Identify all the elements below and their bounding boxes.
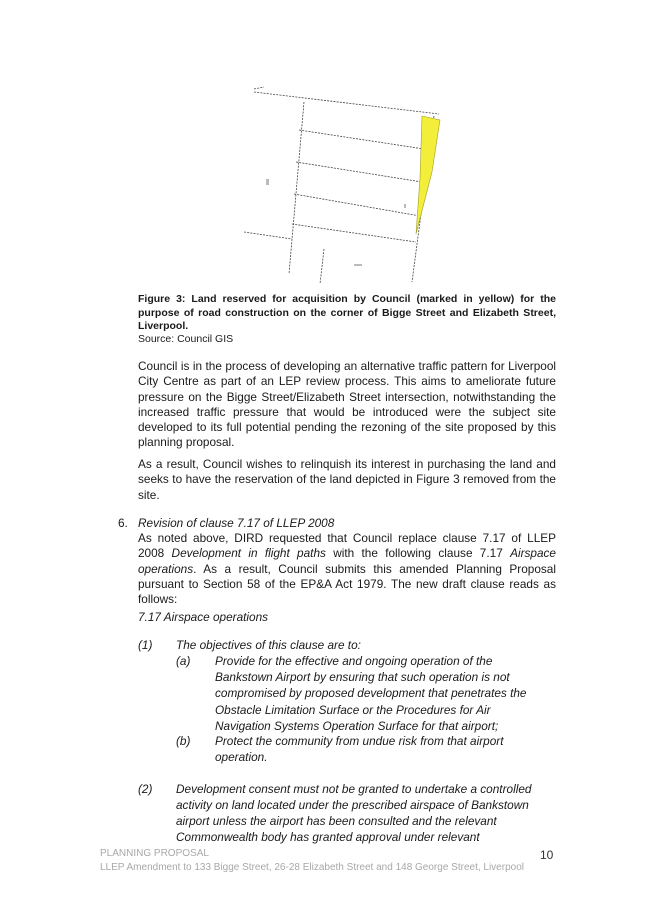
clause-number: (1) xyxy=(138,638,153,652)
section-paragraph xyxy=(138,531,556,607)
subclause-number: (a) xyxy=(176,654,191,668)
text-run: As noted above, DIRD requested that Council replace clause 7.17 of LLEP 2008 xyxy=(138,531,556,561)
figure-source: Source: Council GIS xyxy=(138,333,234,345)
subclause-text: Protect the community from undue risk from that airport operation. xyxy=(215,734,504,765)
footer-title: PLANNING PROPOSAL xyxy=(100,848,209,859)
section-number: 6. xyxy=(118,516,128,530)
italic-run: Development in flight paths xyxy=(171,546,326,561)
clause-number: (2) xyxy=(138,782,153,796)
figure-caption: Figure 3: Land reserved for acquisition by Council (marked in yellow) for the purpose of road construction on the corner of Bigge Street and Elizabeth Street, Liverpool. xyxy=(138,293,556,332)
text-run: with the following clause 7.17 xyxy=(325,546,511,561)
paragraph: As a result, Council wishes to relinquish its interest in purchasing the land and seeks to have the reservation of the land depicted in Figure 3 removed from the site. xyxy=(138,457,556,502)
text-run: . As a result, Council submits this amended Planning Proposal pursuant to Section 58 of the EP&A Act 1979. The new draft clause reads as follows: xyxy=(138,561,556,607)
footer-subtitle: LLEP Amendment to 133 Bigge Street, 26-28 Elizabeth Street and 148 George Street, Liverpool xyxy=(100,862,524,873)
clause-title: 7.17 Airspace operations xyxy=(138,610,269,624)
highlighted-reserved-land xyxy=(416,116,440,234)
clause-text: The objectives of this clause are to: xyxy=(176,638,361,652)
italic-run: Airspace operations xyxy=(138,546,556,576)
page-number: 10 xyxy=(540,848,554,862)
subclause-text: Provide for the effective and ongoing operation of the Bankstown Airport by ensuring that such operation is not compromised by proposed development that penetrates the Obstacle Limitation Surface or the Procedures for Air Navigation Systems Operation Surface for that airport; xyxy=(215,654,527,733)
subclause-number: (b) xyxy=(176,734,191,748)
clause-text: Development consent must not be granted to undertake a controlled activity on land located under the prescribed airspace of Bankstown airport unless the airport has been consulted and the relevant Commonwealth body has granted approval under relevant xyxy=(176,782,532,844)
section-heading: Revision of clause 7.17 of LLEP 2008 xyxy=(138,516,335,530)
land-reservation-map xyxy=(244,84,448,286)
paragraph: Council is in the process of developing an alternative traffic pattern for Liverpool City Centre as part of an LEP review process. This aims to ameliorate future pressure on the Bigge Street/Elizabeth Street intersection, notwithstanding the increased traffic pressure that would be introduced were the subject site developed to its full potential pending the rezoning of the site proposed by this planning proposal. xyxy=(138,359,556,450)
